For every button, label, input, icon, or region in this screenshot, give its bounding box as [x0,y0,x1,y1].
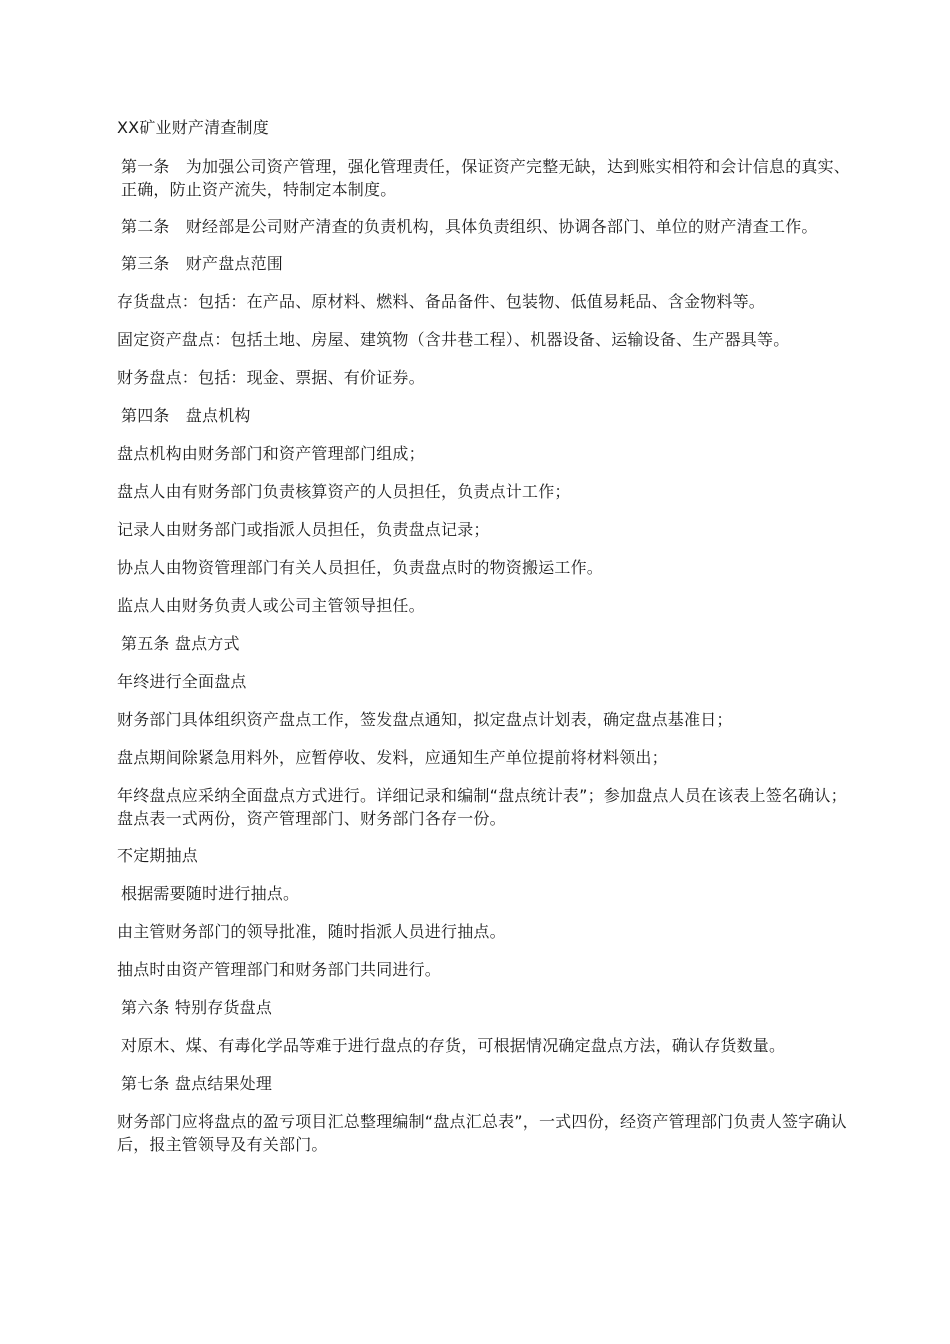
document-body [117,116,857,1170]
article-6-heading: 第六条 特别存货盘点 [121,998,273,1017]
paragraph-count-result: 财务部门应将盘点的盈亏项目汇总整理编制“盘点汇总表”，一式四份，经资产管理部门负责人签字确认后，报主管领导及有关部门。 [117,1112,847,1154]
article-2: 第二条 财经部是公司财产清查的负责机构，具体负责组织、协调各部门、单位的财产清查工作。 [121,217,818,236]
paragraph-special-inventory: 对原木、煤、有毒化学品等难于进行盘点的存货，可根据情况确定盘点方法，确认存货数量。 [121,1036,786,1055]
article-1: 第一条 为加强公司资产管理，强化管理责任，保证资产完整无缺，达到账实相符和会计信息的真实、正确，防止资产流失，特制定本制度。 [121,157,851,199]
paragraph-recorder: 记录人由财务部门或指派人员担任，负责盘点记录； [117,520,490,539]
paragraph-spot-check: 不定期抽点 [117,846,199,865]
paragraph-finance-organizes: 财务部门具体组织资产盘点工作，签发盘点通知，拟定盘点计划表，确定盘点基准日； [117,710,733,729]
paragraph-spot-check-as-needed: 根据需要随时进行抽点。 [121,884,300,903]
paragraph-full-count-method: 年终盘点应采纳全面盘点方式进行。详细记录和编制“盘点统计表”；参加盘点人员在该表上签名确认；盘点表一式两份，资产管理部门、财务部门各存一份。 [117,786,847,828]
document-title: XX矿业财产清查制度 [117,118,269,137]
paragraph-assistant: 协点人由物资管理部门有关人员担任，负责盘点时的物资搬运工作。 [117,558,604,577]
paragraph-spot-check-joint: 抽点时由资产管理部门和财务部门共同进行。 [117,960,442,979]
paragraph-inventory-count: 存货盘点：包括：在产品、原材料、燃料、备品备件、包装物、低值易耗品、含金物料等。 [117,292,766,311]
article-4-heading: 第四条 盘点机构 [121,406,251,425]
paragraph-financial-count: 财务盘点：包括：现金、票据、有价证券。 [117,368,425,387]
paragraph-supervisor: 监点人由财务负责人或公司主管领导担任。 [117,596,425,615]
paragraph-counter: 盘点人由有财务部门负责核算资产的人员担任，负责点计工作； [117,482,571,501]
paragraph-suspend-issuing: 盘点期间除紧急用料外，应暂停收、发料，应通知生产单位提前将材料领出； [117,748,668,767]
paragraph-spot-check-approval: 由主管财务部门的领导批准，随时指派人员进行抽点。 [117,922,506,941]
article-5-heading: 第五条 盘点方式 [121,634,240,653]
paragraph-fixed-asset-count: 固定资产盘点：包括土地、房屋、建筑物（含井巷工程）、机器设备、运输设备、生产器具等。 [117,330,790,349]
article-3-heading: 第三条 财产盘点范围 [121,254,284,273]
paragraph-year-end-count: 年终进行全面盘点 [117,672,247,691]
article-7-heading: 第七条 盘点结果处理 [121,1074,273,1093]
paragraph-count-organization: 盘点机构由财务部门和资产管理部门组成； [117,444,425,463]
